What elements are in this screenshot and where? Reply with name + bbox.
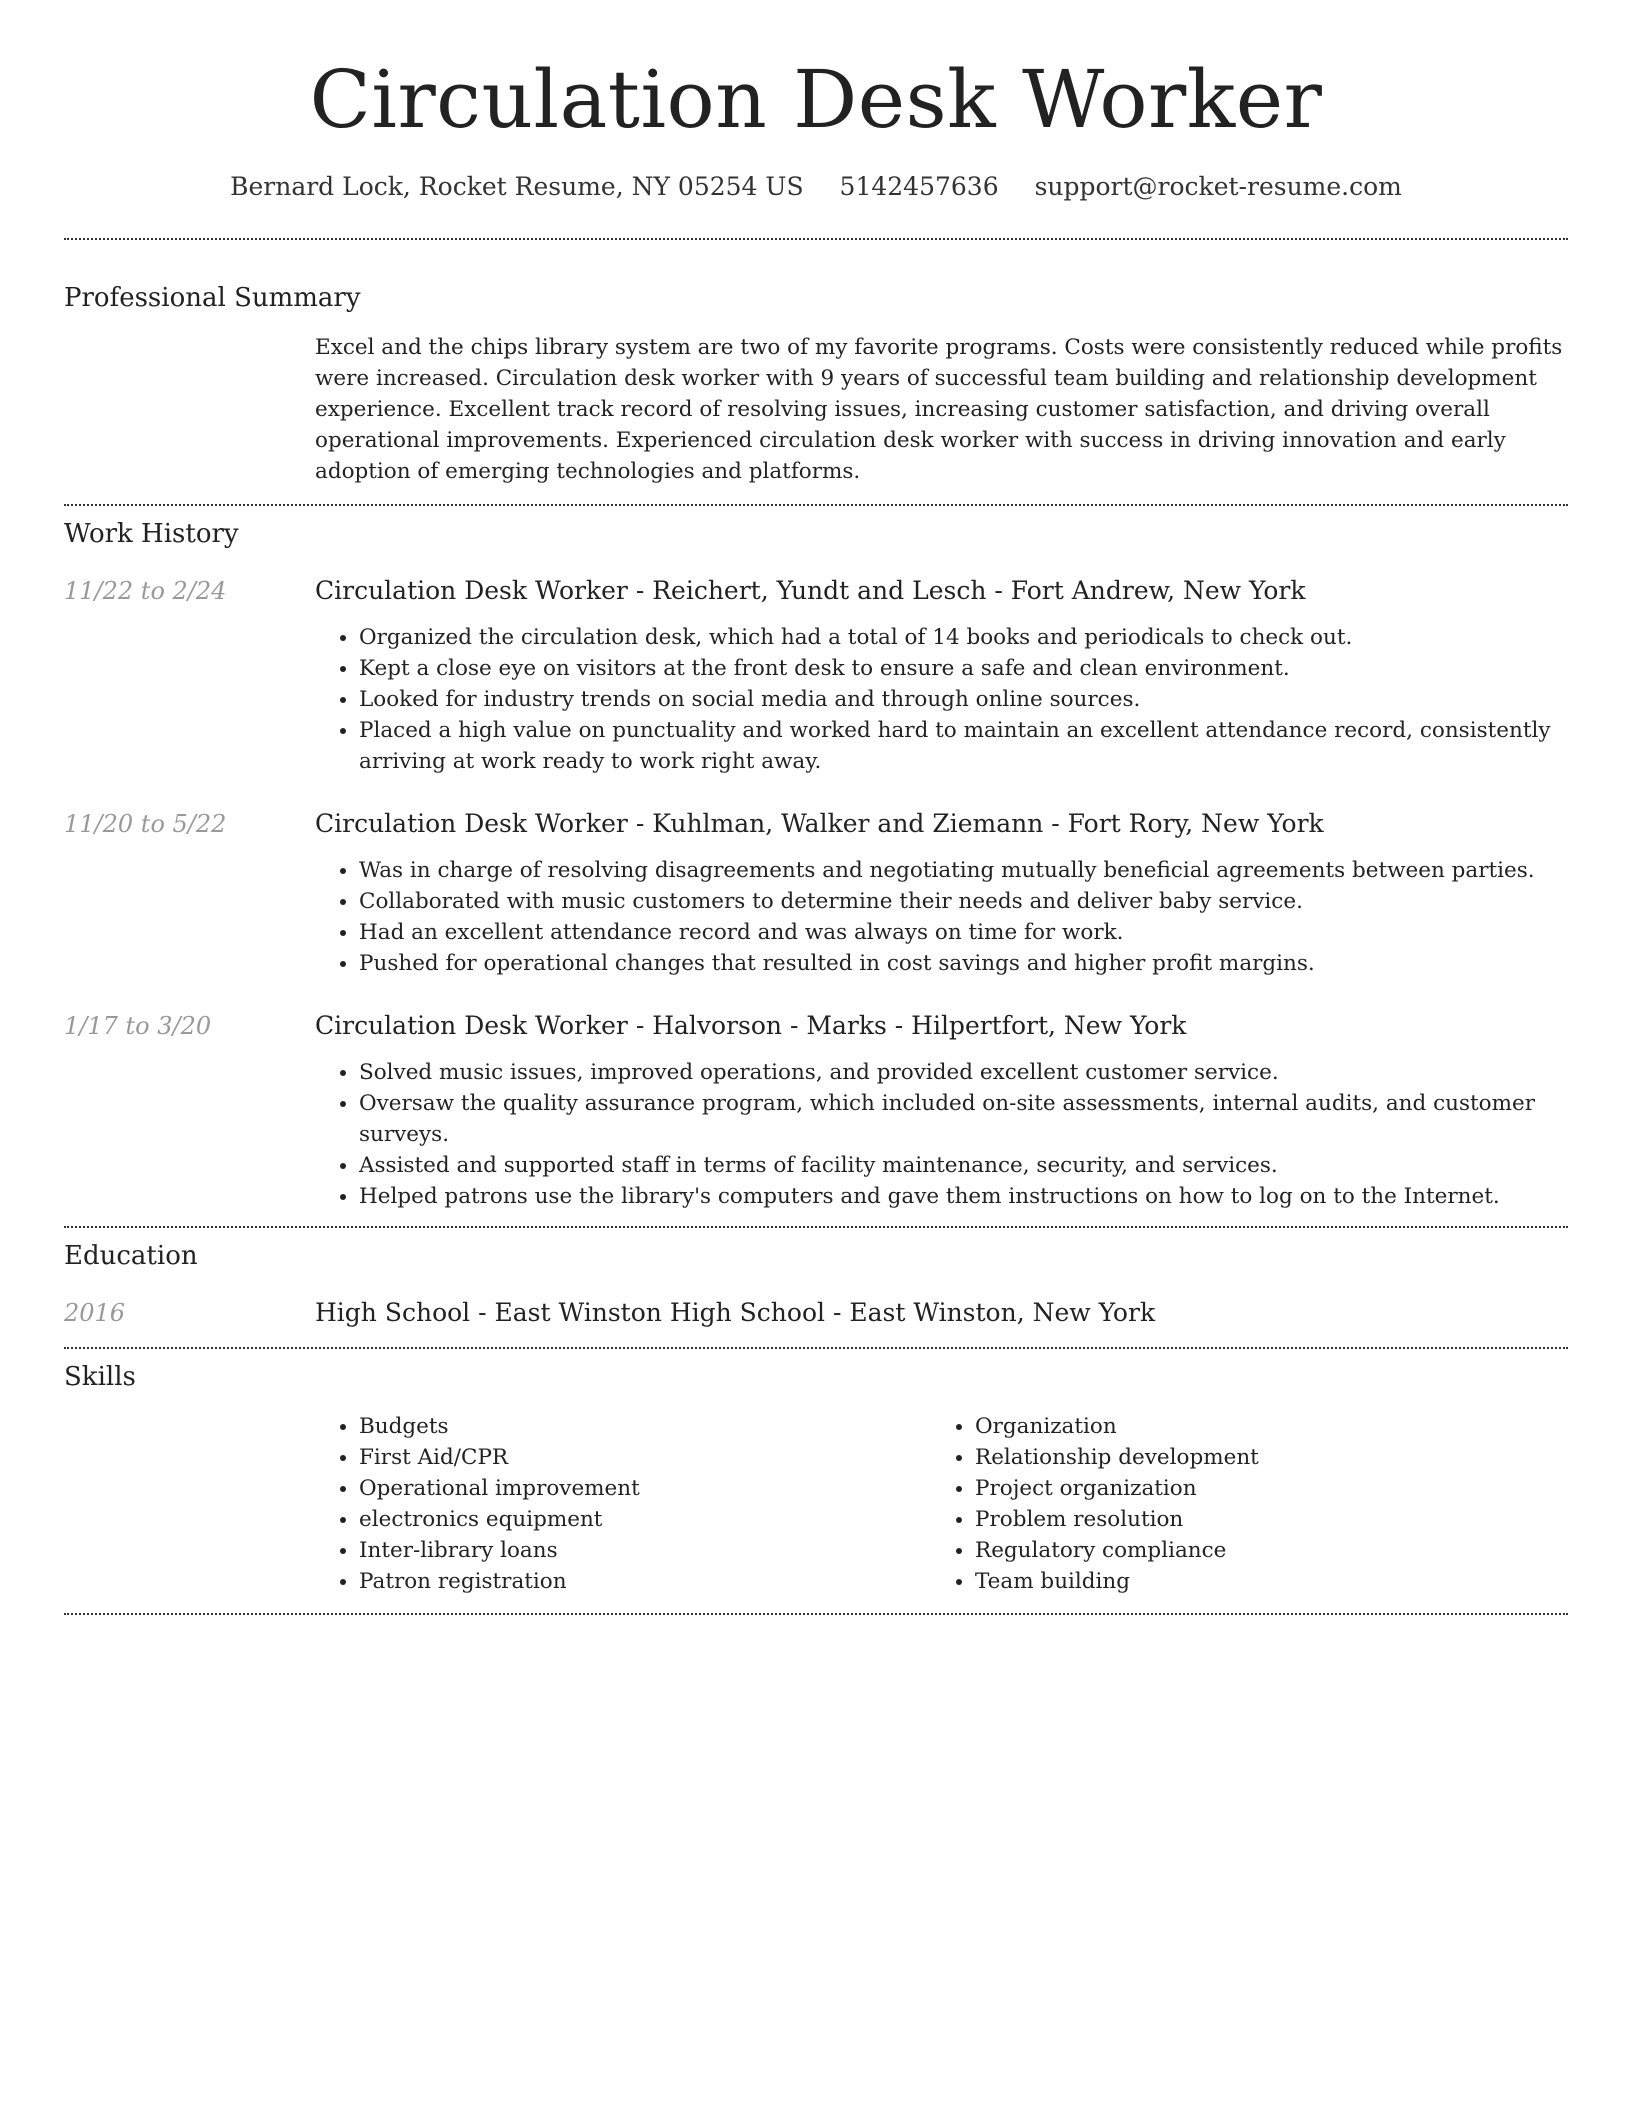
list-item: • Looked for industry trends on social media and through online sources. bbox=[359, 684, 1568, 715]
list-item: • Placed a high value on punctuality and worked hard to maintain an excellent attendance record, consistently arriving at work ready to work right away. bbox=[359, 715, 1568, 777]
education-date: 2016 bbox=[64, 1299, 126, 1327]
job-dates: 1/17 to 3/20 bbox=[64, 1012, 212, 1040]
skill-item: • Inter-library loans bbox=[359, 1535, 931, 1566]
job-dates: 11/20 to 5/22 bbox=[64, 810, 227, 838]
job-entry bbox=[64, 574, 1568, 777]
contact-line bbox=[64, 170, 1568, 204]
job-title: Circulation Desk Worker - Halvorson - Marks - Hilpertfort, New York bbox=[315, 1011, 1187, 1040]
job-entry bbox=[64, 807, 1568, 979]
education-title: High School - East Winston High School - East Winston, New York bbox=[315, 1298, 1156, 1327]
skills-list-left bbox=[315, 1411, 931, 1597]
skills-section bbox=[64, 1349, 1568, 1597]
divider bbox=[64, 1613, 1568, 1615]
list-item: • Oversaw the quality assurance program, which included on-site assessments, internal audits, and customer surveys. bbox=[359, 1088, 1568, 1150]
job-bullets bbox=[315, 622, 1568, 777]
list-item: • Pushed for operational changes that resulted in cost savings and higher profit margins. bbox=[359, 948, 1568, 979]
skill-item: • Problem resolution bbox=[975, 1504, 1547, 1535]
job-bullets bbox=[315, 1057, 1568, 1212]
contact-phone: 5142457636 bbox=[839, 172, 999, 201]
section-title-work: Work History bbox=[64, 519, 239, 549]
skills-list-right bbox=[931, 1411, 1547, 1597]
job-entry bbox=[64, 1009, 1568, 1212]
section-title-summary: Professional Summary bbox=[64, 283, 361, 313]
skill-item: • Budgets bbox=[359, 1411, 931, 1442]
skill-item: • Operational improvement bbox=[359, 1473, 931, 1504]
list-item: • Was in charge of resolving disagreements and negotiating mutually beneficial agreements between parties. bbox=[359, 855, 1568, 886]
job-dates: 11/22 to 2/24 bbox=[64, 577, 227, 605]
summary-text: Excel and the chips library system are two of my favorite programs. Costs were consistently reduced while profits were increased. Circulation desk worker with 9 years of successful team building and relationship development experience. Excellent track record of resolving issues, increasing customer satisfaction, and driving overall operational improvements. Experienced circulation desk worker with success in driving innovation and early adoption of emerging technologies and platforms. bbox=[315, 335, 1563, 484]
skill-item: • First Aid/CPR bbox=[359, 1442, 931, 1473]
job-bullets bbox=[315, 855, 1568, 979]
job-title: Circulation Desk Worker - Kuhlman, Walker and Ziemann - Fort Rory, New York bbox=[315, 809, 1324, 838]
job-title: Circulation Desk Worker - Reichert, Yundt and Lesch - Fort Andrew, New York bbox=[315, 576, 1306, 605]
skill-item: • Project organization bbox=[975, 1473, 1547, 1504]
skill-item: • Team building bbox=[975, 1566, 1547, 1597]
skill-item: • Regulatory compliance bbox=[975, 1535, 1547, 1566]
list-item: • Helped patrons use the library's computers and gave them instructions on how to log on to the Internet. bbox=[359, 1181, 1568, 1212]
skill-item: • Organization bbox=[975, 1411, 1547, 1442]
list-item: • Solved music issues, improved operations, and provided excellent customer service. bbox=[359, 1057, 1568, 1088]
contact-address: Bernard Lock, Rocket Resume, NY 05254 US bbox=[230, 172, 804, 201]
work-history-section bbox=[64, 506, 1568, 1212]
list-item: • Organized the circulation desk, which had a total of 14 books and periodicals to check out. bbox=[359, 622, 1568, 653]
list-item: • Had an excellent attendance record and was always on time for work. bbox=[359, 917, 1568, 948]
skill-item: • Patron registration bbox=[359, 1566, 931, 1597]
contact-email: support@rocket-resume.com bbox=[1034, 172, 1402, 201]
list-item: • Assisted and supported staff in terms of facility maintenance, security, and services. bbox=[359, 1150, 1568, 1181]
candidate-name: Circulation Desk Worker bbox=[309, 53, 1323, 146]
list-item: • Collaborated with music customers to determine their needs and deliver baby service. bbox=[359, 886, 1568, 917]
list-item: • Kept a close eye on visitors at the front desk to ensure a safe and clean environment. bbox=[359, 653, 1568, 684]
summary-section bbox=[64, 240, 1568, 487]
skill-item: • electronics equipment bbox=[359, 1504, 931, 1535]
section-title-skills: Skills bbox=[64, 1362, 136, 1392]
resume-header bbox=[64, 0, 1568, 204]
skills-grid bbox=[315, 1411, 1568, 1597]
education-entry bbox=[64, 1296, 1568, 1330]
section-title-education: Education bbox=[64, 1241, 198, 1271]
education-section bbox=[64, 1228, 1568, 1330]
skill-item: • Relationship development bbox=[975, 1442, 1547, 1473]
